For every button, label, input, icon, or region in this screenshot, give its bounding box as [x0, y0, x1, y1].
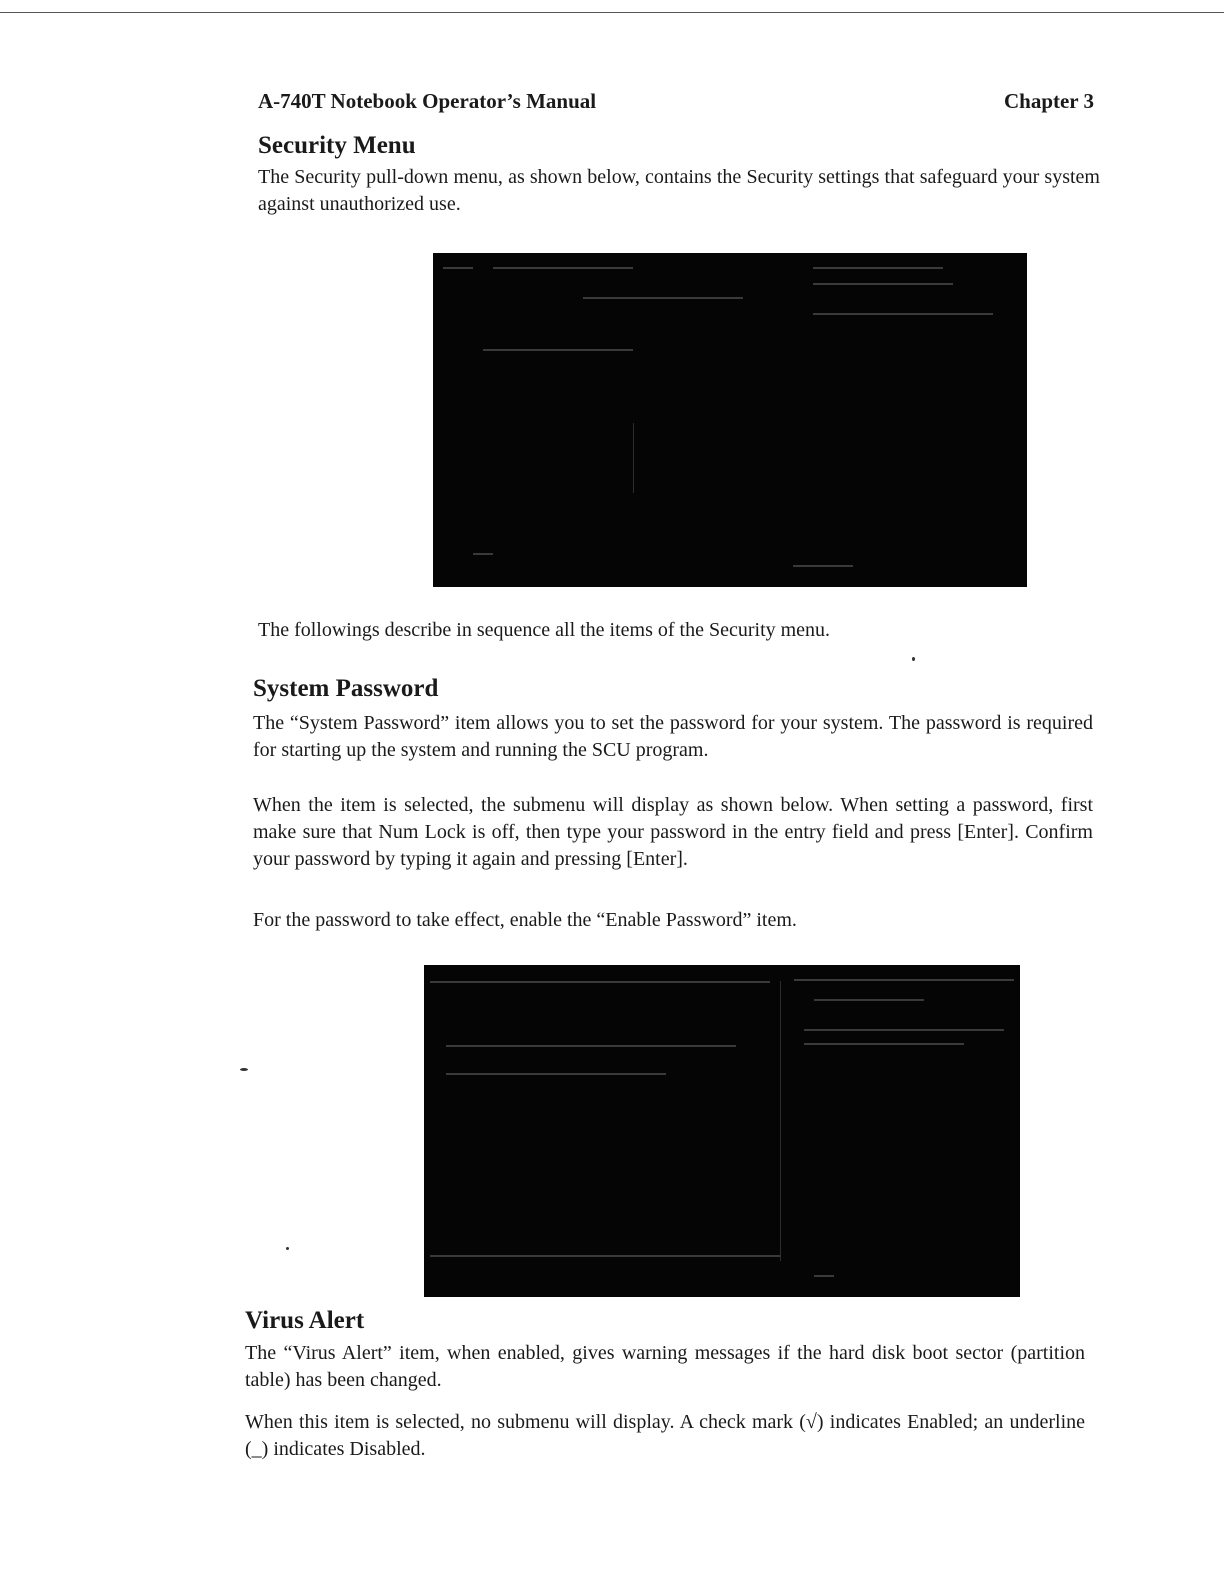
stray-mark [912, 657, 915, 661]
running-header [258, 89, 1094, 114]
virus-alert-heading: Virus Alert [245, 1307, 365, 1334]
security-menu-screenshot [433, 253, 1027, 587]
top-rule [0, 12, 1224, 13]
system-password-para-2: When the item is selected, the submenu will display as shown below. When setting a password, first make sure that Num Lock is off, then type your password in the entry field and press [Enter]. Confirm your password by typing it again and pressing [Enter]. [253, 794, 1093, 870]
manual-title: A-740T Notebook Operator’s Manual [258, 89, 597, 113]
virus-alert-para-2: When this item is selected, no submenu will display. A check mark (√) indicates Enabled; an underline (_) indicates Disabled. [245, 1411, 1085, 1460]
virus-alert-para-1: The “Virus Alert” item, when enabled, gives warning messages if the hard disk boot sector (partition table) has been changed. [245, 1342, 1085, 1391]
system-password-para-3: For the password to take effect, enable the “Enable Password” item. [253, 909, 797, 931]
system-password-para-1: The “System Password” item allows you to set the password for your system. The password is required for starting up the system and running the SCU program. [253, 712, 1093, 761]
stray-mark [286, 1247, 289, 1250]
security-menu-followup: The followings describe in sequence all the items of the Security menu. [258, 619, 831, 641]
security-menu-heading: Security Menu [258, 132, 416, 159]
chapter-label: Chapter 3 [1003, 89, 1094, 113]
system-password-heading: System Password [253, 675, 439, 702]
stray-mark [240, 1068, 248, 1071]
system-password-submenu-screenshot [424, 965, 1020, 1297]
security-menu-intro: The Security pull-down menu, as shown below, contains the Security settings that safeguard your system against unauthorized use. [258, 166, 1100, 215]
